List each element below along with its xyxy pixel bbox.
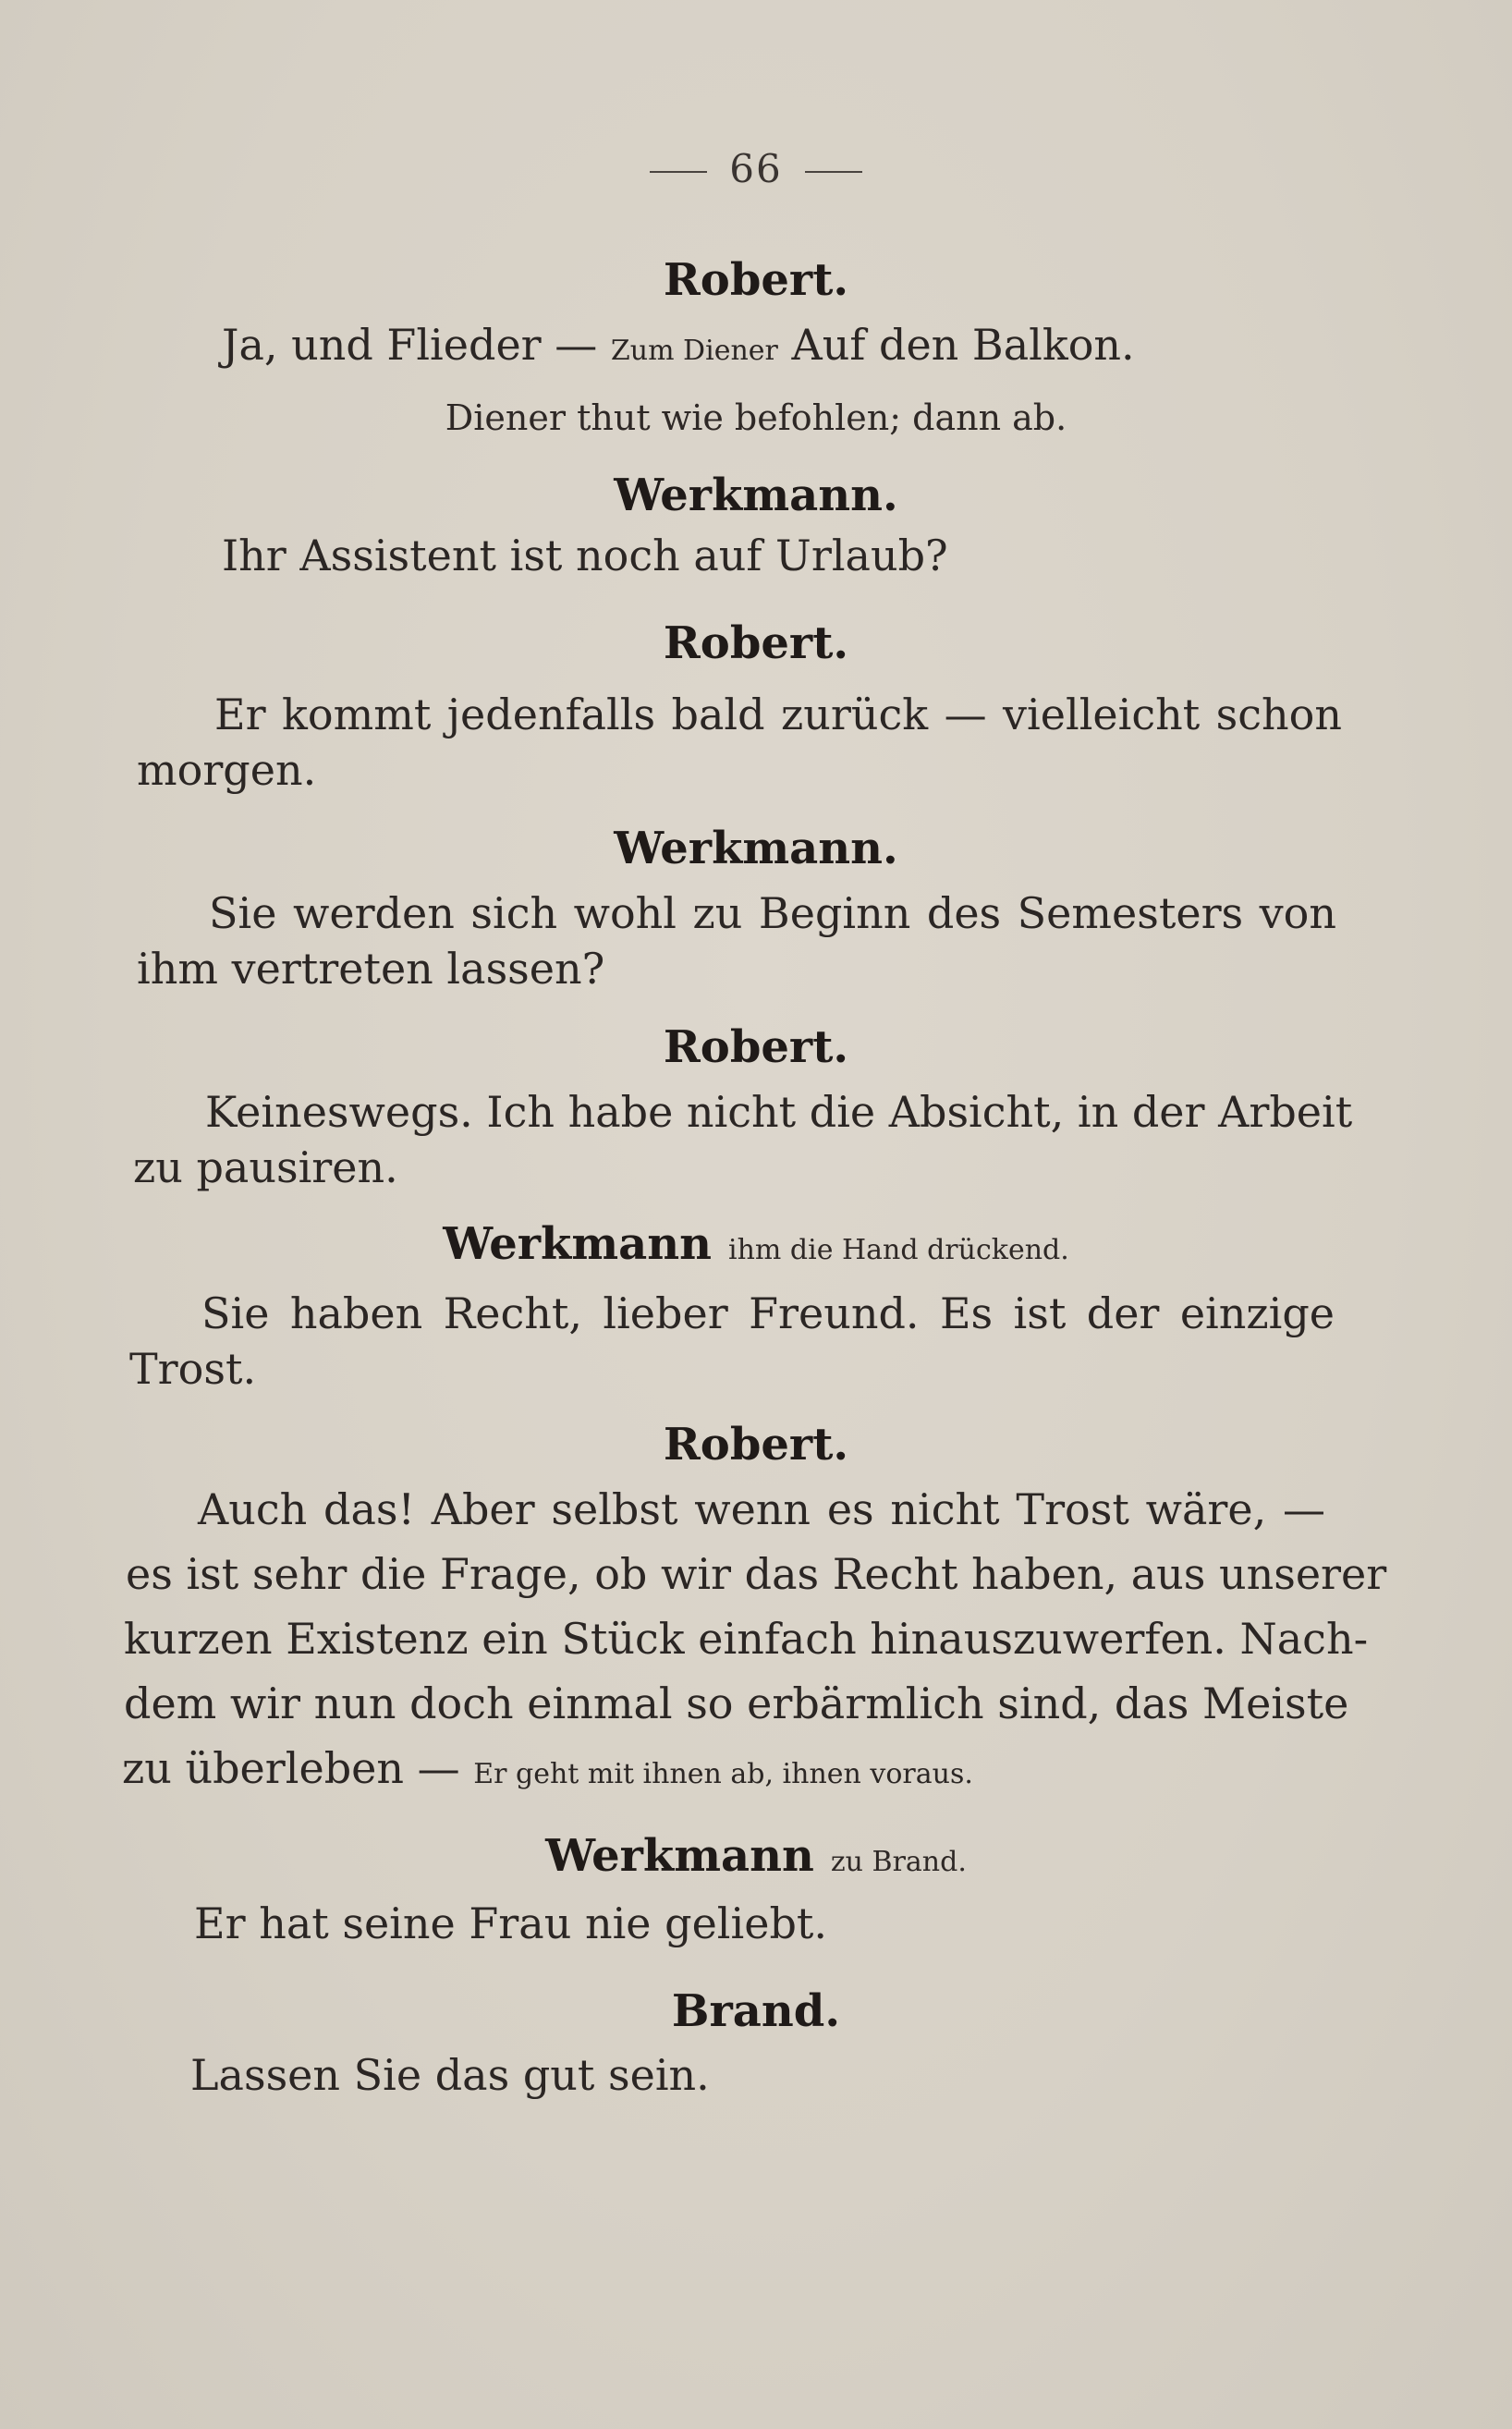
dialogue-line: Ihr Assistent ist noch auf Urlaub? xyxy=(222,531,948,580)
dialogue-line: dem wir nun doch einmal so erbärmlich sind, das Meiste xyxy=(124,1678,1349,1728)
speaker-heading: Werkmann ihm die Hand drückend. xyxy=(443,1218,1069,1270)
stage-direction: zu Brand. xyxy=(830,1846,967,1878)
dialogue-line: Er kommt jedenfalls bald zurück — vielleicht schon xyxy=(214,690,1342,739)
page-number xyxy=(0,146,1512,191)
stage-direction: Er geht mit ihnen ab, ihnen voraus. xyxy=(473,1758,973,1790)
dialogue-line: zu überleben — Er geht mit ihnen ab, ihnen voraus. xyxy=(122,1743,973,1793)
dialogue-line: morgen. xyxy=(137,745,317,795)
dialogue-line: Lassen Sie das gut sein. xyxy=(190,2050,710,2100)
dialogue-line: Sie werden sich wohl zu Beginn des Semesters von xyxy=(209,888,1336,938)
speaker-heading: Robert. xyxy=(663,1419,849,1471)
dialogue-line: Keineswegs. Ich habe nicht die Absicht, in der Arbeit xyxy=(205,1087,1353,1137)
speaker-heading: Werkmann. xyxy=(614,470,898,521)
dialogue-line: Trost. xyxy=(129,1344,257,1394)
speaker-heading: Werkmann zu Brand. xyxy=(545,1830,967,1882)
dialogue-line: Sie haben Recht, lieber Freund. Es ist der einzige xyxy=(201,1288,1335,1338)
speaker-heading: Robert. xyxy=(663,254,849,306)
dash-right xyxy=(805,171,862,173)
dialogue-line: es ist sehr die Frage, ob wir das Recht haben, aus unserer xyxy=(126,1549,1387,1599)
stage-direction: Zum Diener xyxy=(610,335,778,367)
dialogue-line: kurzen Existenz ein Stück einfach hinauszuwerfen. Nach- xyxy=(124,1614,1369,1664)
speaker-heading: Robert. xyxy=(663,617,849,669)
dialogue-line: ihm vertreten lassen? xyxy=(137,944,605,994)
dash-left xyxy=(650,171,707,173)
dialogue-line: Er hat seine Frau nie geliebt. xyxy=(194,1898,827,1948)
dialogue-line: Auch das! Aber selbst wenn es nicht Trost wäre, — xyxy=(198,1484,1325,1534)
page-number-text: 66 xyxy=(729,146,783,191)
dialogue-line: Ja, und Flieder — Zum Diener Auf den Balkon. xyxy=(222,320,1135,370)
stage-direction: Diener thut wie befohlen; dann ab. xyxy=(445,397,1067,438)
speaker-heading: Werkmann. xyxy=(614,823,898,874)
speaker-heading: Brand. xyxy=(671,1985,841,2037)
speaker-heading: Robert. xyxy=(663,1021,849,1073)
stage-direction: ihm die Hand drückend. xyxy=(728,1234,1069,1266)
dialogue-line: zu pausiren. xyxy=(133,1142,398,1192)
